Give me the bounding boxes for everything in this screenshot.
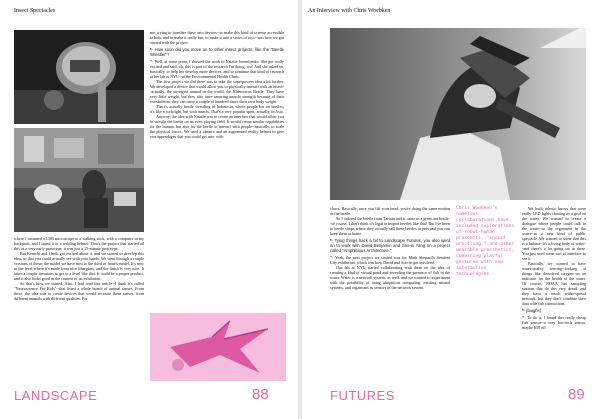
answer-text: To do it, I found this really cheap fish sensor--a very low-tech sensor, maybe $50 off <box>522 315 586 330</box>
paragraph: Anyway, the idea with Natalie was to create an interface that would allow you to wrestle the beetle on an even playing field. It would create similar capabilities for the human, but also for the beetle to interact with people--basically, to scale the physical forces. We used a camera and an augmented reality helmet to give you appendages that you could get into, with <box>150 114 284 139</box>
footer-section-label-left: LANDSCAPE <box>14 388 98 403</box>
photo-workshop <box>14 128 144 232</box>
aside-text: [laughs] <box>526 308 541 313</box>
answer-text: Yeah, the next project we started was for Mark Shepard's Sentient City exhibition, which was how David and Soo-in got involved. <box>330 255 450 265</box>
illustration-pink-beetle <box>150 313 286 381</box>
beetle-wrestler-graphic <box>330 28 586 200</box>
paragraph: me, trying to translate these into devices--to make this kind of science accessible to kids, and to make it really fun, to make it into a series of toys--was how we got started with the project. <box>150 30 284 45</box>
answer-text: Well, at some point, I showed the work to Natalie Jeremijenko. She got really excited and said, oh, this is part of the research I'm doing, too! And she asked us, basically, to help her develop more devices, and to continue that kind of research at her lab at NYU--at the Environmental Health Clinic. <box>150 59 284 79</box>
question-text: Tying things back a bit to Landscape Futures, you also went on to work with David Benjamin and Soo-in Yang on a project called "Amphibious Architecture." <box>330 238 450 253</box>
answer-paragraph: *· To do it, I found this really cheap fish sensor--a very low-tech sensor, maybe $50 off <box>522 315 586 330</box>
left-column-2 <box>150 30 284 139</box>
paragraph: where I mounted a USB microscope to a walking stick, with a computer in my backpack, and I taped it to a welding helmet. That's the project that started all this as a very early prototype; it was just a 15-minute prototype. <box>14 236 144 251</box>
page-number-right: 89 <box>568 386 585 403</box>
interview-question: *· Tying things back a bit to Landscape Futures, you also went on to work with David Benjamin and Soo-in Yang on a project called "Amphibious Architecture." <box>330 238 450 253</box>
beetle-graphic <box>150 313 286 381</box>
paragraph: We built robotic buoys that were really LED lights floating as a grid on the water. We wanted to create a dialogue where people could talk to the water--to the organisms in the water--as a new kind of public spectacle. We wanted to show that this is a habitat--it's a living body of water--and there's a lot going on in there. You just need some sort of interface to see it. <box>522 206 586 261</box>
photo-beetle-wrestler <box>330 28 586 200</box>
paragraph: There's actually beetle wrestling in Indonesia, where people bet on beetles; it's like a cockfight, but with insects. That's a very popular sport, actually, in Asia. <box>150 104 284 114</box>
paragraph: But Kenichi and I both got excited about it, and we started to develop this idea, so that you could actually see with your hands. We went through a couple versions of these; the model we have now is the third or fourth model. It's now to the level where it's made from nice fiberglass, and the finish is very nice. It takes a couple iterations to get to a level like that. It could be a proper product, and it also looks good in the context of an exhibition. <box>14 251 144 281</box>
workshop-photo-graphic <box>14 128 144 232</box>
paragraph: So I ordered the beetle from Taiwan and it came in a green tea bottle--of course, I don't think it's legal to import beetles like that! But I've been to beetle shops where they actually sell these beetles as pets and you can keep them at home. <box>330 216 450 236</box>
page-number-left: 88 <box>252 386 269 403</box>
paragraph: So that's how we started. Also, I had read this article--I think it's called "Neuroscience For Kids"--that listed a whole bunch of animal senses. From there, the idea was to create devices that would recreate those senses, from different animals with different qualities. For <box>14 281 144 301</box>
question-text: How soon did you move on to other insect projects, like the "Beetle Wrestler"? <box>150 47 285 57</box>
running-header-left: Insect Spectacles <box>14 8 56 14</box>
sidebar-caption: Chris Woebken's numerous collaborations have included explorations of robot-human proxemics, "insect wrestling," and other wearable prosthetics, combining playful gestures with new interactive technologies. <box>456 206 515 277</box>
helmet-photo-graphic <box>14 30 144 124</box>
left-column-1 <box>14 236 144 301</box>
paragraph: claws. Basically, once you lift your head, you're doing the same motion as the beetle. <box>330 206 450 216</box>
answer-paragraph: *· Yeah, the next project we started was for Mark Shepard's Sentient City exhibition, which was how David and Soo-in got involved. <box>330 255 450 265</box>
right-column-1 <box>330 206 450 290</box>
right-page <box>302 0 600 419</box>
interview-aside: *· [laughs] <box>522 308 541 313</box>
paragraph: The first project we did there was to take the superpowers idea a bit further. We developed a device that would allow you to physically interact with an insect--actually, the strongest animal in the world, the Rhinoceros Beetle. They have very little weight, but they also have amazing muscle strength because of their exoskeleton; they can carry a couple of hundred times their own body weight. <box>150 79 284 104</box>
photo-helmet-prototype <box>14 30 144 124</box>
paragraph: Our lab at NYU started collaborating with them on the idea of creating a kind of virtual pond and revealing the presence of fish in the water. Water is a network system, as well, and we wanted to experiment with the possibility of using ubiquitous computing; existing natural systems, and organisms as sensors in the network system. <box>330 265 450 290</box>
interview-question: *· How soon did you move on to other insect projects, like the "Beetle Wrestler"? <box>150 47 285 57</box>
footer-section-label-right: FUTURES <box>330 388 395 403</box>
paragraph: Basically, we wanted to have water-quality sensing--looking at things like dissolved oxygen--as an indicator for the health of the water. Of course, NOAA has sampling stations that do this very detail, and they have a much wider-spread network, but they don't combine their data with fish interactions. <box>522 261 586 306</box>
right-column-3 <box>522 206 586 330</box>
answer-paragraph: *· Well, at some point, I showed the work to Natalie Jeremijenko. She got really excited and said, oh, this is part of the research I'm doing, too! And she asked us, basically, to help her develop more devices, and to continue that kind of research at her lab at NYU--at the Environmental Health Clinic. <box>150 59 284 79</box>
running-header-right: An Interview with Chris Woebken <box>308 8 391 14</box>
left-page <box>0 0 298 419</box>
